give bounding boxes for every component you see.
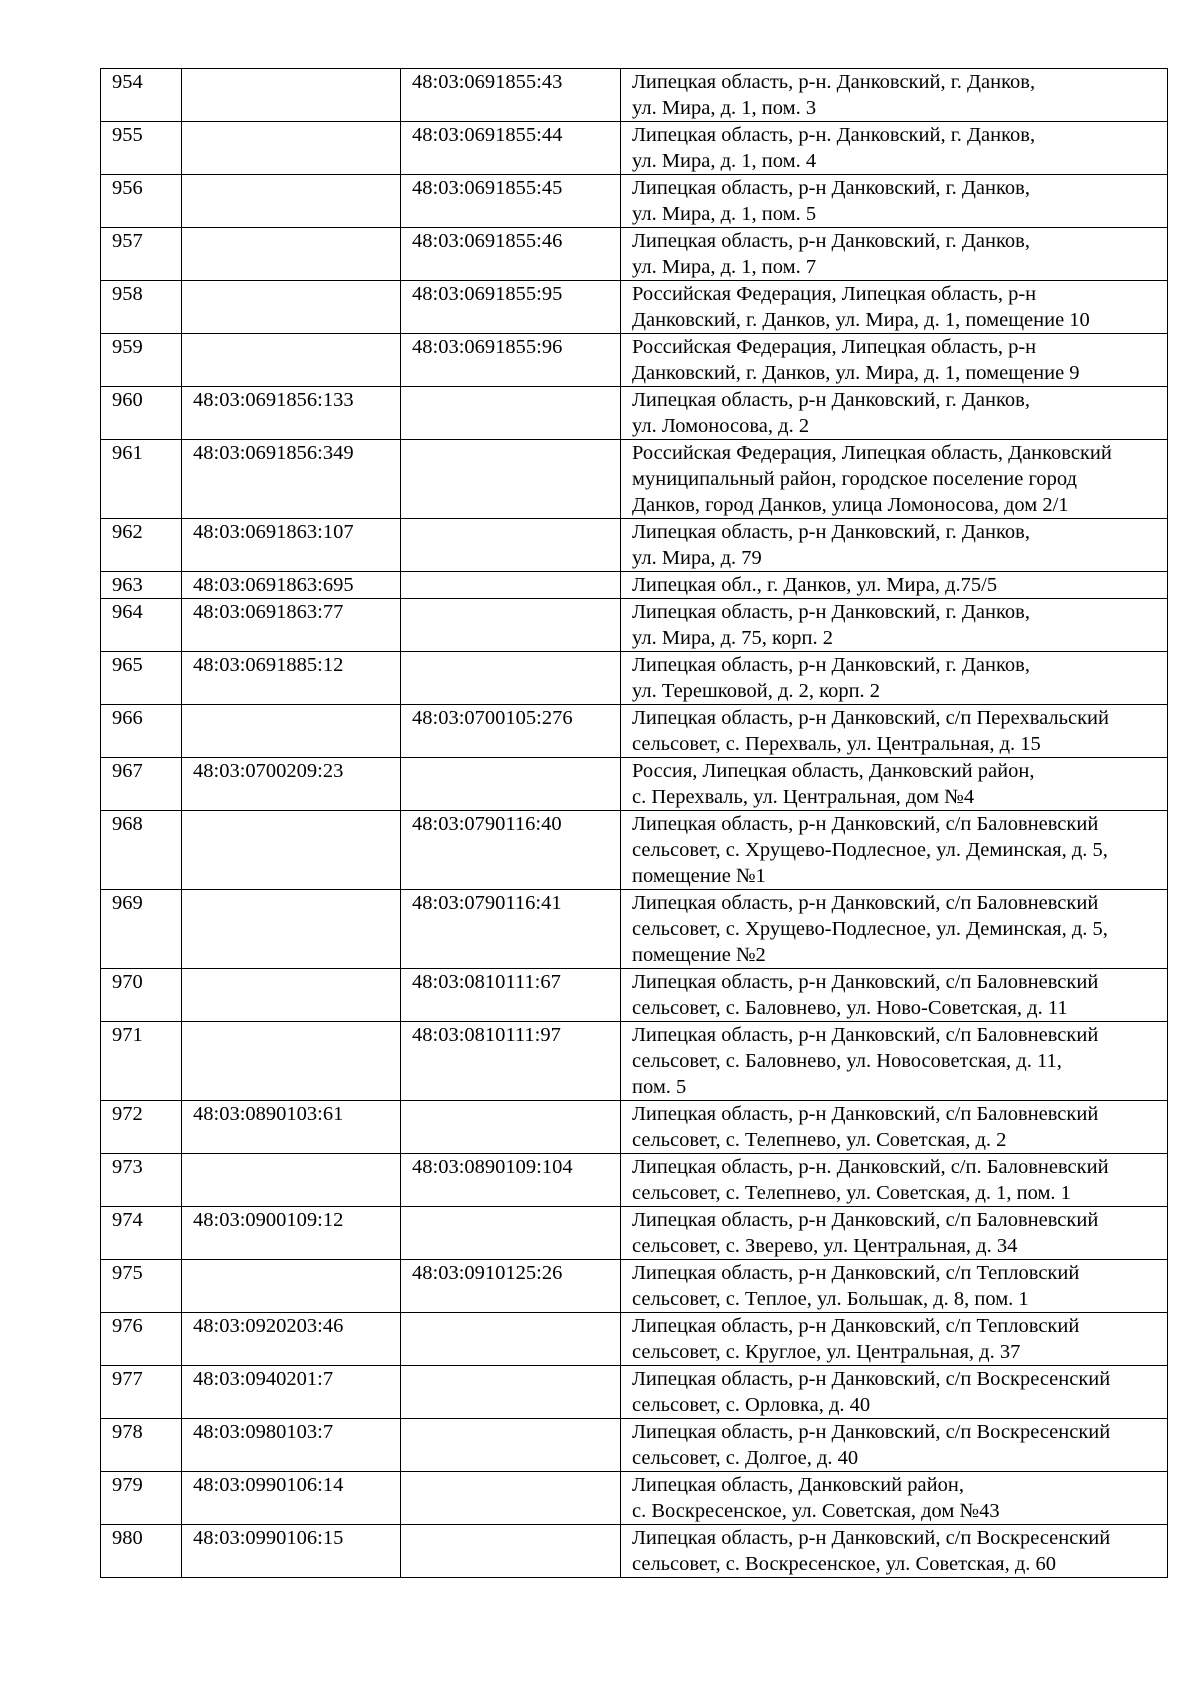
row-number-cell: 963 — [101, 572, 182, 599]
address-cell: Липецкая область, р-н. Данковский, г. Данков, ул. Мира, д. 1, пом. 3 — [621, 69, 1168, 122]
address-cell: Липецкая область, р-н Данковский, г. Данков, ул. Мира, д. 1, пом. 7 — [621, 228, 1168, 281]
building-cadastral-number-cell: 48:03:0691855:44 — [401, 122, 621, 175]
table-row — [101, 1472, 1168, 1525]
address-cell: Липецкая область, р-н Данковский, с/п Воскресенский сельсовет, с. Воскресенское, ул. Советская, д. 60 — [621, 1525, 1168, 1578]
row-number-cell: 974 — [101, 1207, 182, 1260]
table-row — [101, 652, 1168, 705]
table-row — [101, 69, 1168, 122]
building-cadastral-number-cell — [401, 572, 621, 599]
land-cadastral-number-cell — [182, 1022, 401, 1101]
building-cadastral-number-cell: 48:03:0691855:45 — [401, 175, 621, 228]
row-number-cell: 962 — [101, 519, 182, 572]
land-cadastral-number-cell — [182, 175, 401, 228]
land-cadastral-number-cell — [182, 281, 401, 334]
land-cadastral-number-cell: 48:03:0900109:12 — [182, 1207, 401, 1260]
building-cadastral-number-cell — [401, 387, 621, 440]
table-row — [101, 334, 1168, 387]
building-cadastral-number-cell: 48:03:0691855:95 — [401, 281, 621, 334]
table-row — [101, 387, 1168, 440]
row-number-cell: 970 — [101, 969, 182, 1022]
row-number-cell: 973 — [101, 1154, 182, 1207]
address-cell: Липецкая область, р-н Данковский, г. Данков, ул. Ломоносова, д. 2 — [621, 387, 1168, 440]
land-cadastral-number-cell: 48:03:0890103:61 — [182, 1101, 401, 1154]
land-cadastral-number-cell — [182, 228, 401, 281]
table-row — [101, 228, 1168, 281]
address-cell: Липецкая обл., г. Данков, ул. Мира, д.75/5 — [621, 572, 1168, 599]
row-number-cell: 957 — [101, 228, 182, 281]
address-cell: Липецкая область, р-н. Данковский, с/п. Баловневский сельсовет, с. Телепнево, ул. Советская, д. 1, пом. 1 — [621, 1154, 1168, 1207]
address-cell: Липецкая область, р-н. Данковский, г. Данков, ул. Мира, д. 1, пом. 4 — [621, 122, 1168, 175]
land-cadastral-number-cell: 48:03:0920203:46 — [182, 1313, 401, 1366]
address-cell: Липецкая область, р-н Данковский, с/п Баловневский сельсовет, с. Хрущево-Подлесное, ул. Деминская, д. 5, помещение №2 — [621, 890, 1168, 969]
building-cadastral-number-cell — [401, 1525, 621, 1578]
address-cell: Липецкая область, р-н Данковский, с/п Тепловский сельсовет, с. Теплое, ул. Большак, д. 8, пом. 1 — [621, 1260, 1168, 1313]
land-cadastral-number-cell: 48:03:0691856:133 — [182, 387, 401, 440]
table-row — [101, 1207, 1168, 1260]
table-row — [101, 519, 1168, 572]
land-cadastral-number-cell: 48:03:0990106:15 — [182, 1525, 401, 1578]
row-number-cell: 959 — [101, 334, 182, 387]
address-cell: Липецкая область, р-н Данковский, с/п Баловневский сельсовет, с. Хрущево-Подлесное, ул. Деминская, д. 5, помещение №1 — [621, 811, 1168, 890]
table-row — [101, 811, 1168, 890]
row-number-cell: 967 — [101, 758, 182, 811]
registry-table-body — [101, 69, 1168, 1578]
land-cadastral-number-cell — [182, 334, 401, 387]
row-number-cell: 975 — [101, 1260, 182, 1313]
table-row — [101, 122, 1168, 175]
building-cadastral-number-cell — [401, 1101, 621, 1154]
row-number-cell: 956 — [101, 175, 182, 228]
address-cell: Российская Федерация, Липецкая область, Данковский муниципальный район, городское поселение город Данков, город Данков, улица Ломоносова, дом 2/1 — [621, 440, 1168, 519]
table-row — [101, 1366, 1168, 1419]
land-cadastral-number-cell: 48:03:0691863:77 — [182, 599, 401, 652]
building-cadastral-number-cell — [401, 652, 621, 705]
building-cadastral-number-cell — [401, 440, 621, 519]
address-cell: Липецкая область, р-н Данковский, г. Данков, ул. Терешковой, д. 2, корп. 2 — [621, 652, 1168, 705]
address-cell: Липецкая область, р-н Данковский, с/п Баловневский сельсовет, с. Баловнево, ул. Новосоветская, д. 11, пом. 5 — [621, 1022, 1168, 1101]
row-number-cell: 979 — [101, 1472, 182, 1525]
address-cell: Липецкая область, р-н Данковский, г. Данков, ул. Мира, д. 1, пом. 5 — [621, 175, 1168, 228]
row-number-cell: 969 — [101, 890, 182, 969]
land-cadastral-number-cell — [182, 969, 401, 1022]
address-cell: Липецкая область, р-н Данковский, с/п Тепловский сельсовет, с. Круглое, ул. Центральная, д. 37 — [621, 1313, 1168, 1366]
address-cell: Липецкая область, р-н Данковский, с/п Баловневский сельсовет, с. Телепнево, ул. Советская, д. 2 — [621, 1101, 1168, 1154]
address-cell: Российская Федерация, Липецкая область, р-н Данковский, г. Данков, ул. Мира, д. 1, помещение 9 — [621, 334, 1168, 387]
building-cadastral-number-cell: 48:03:0691855:96 — [401, 334, 621, 387]
building-cadastral-number-cell — [401, 1419, 621, 1472]
row-number-cell: 961 — [101, 440, 182, 519]
land-cadastral-number-cell — [182, 1260, 401, 1313]
table-row — [101, 440, 1168, 519]
building-cadastral-number-cell: 48:03:0810111:97 — [401, 1022, 621, 1101]
building-cadastral-number-cell: 48:03:0700105:276 — [401, 705, 621, 758]
row-number-cell: 965 — [101, 652, 182, 705]
table-row — [101, 572, 1168, 599]
land-cadastral-number-cell: 48:03:0990106:14 — [182, 1472, 401, 1525]
address-cell: Липецкая область, р-н Данковский, с/п Воскресенский сельсовет, с. Орловка, д. 40 — [621, 1366, 1168, 1419]
land-cadastral-number-cell: 48:03:0691885:12 — [182, 652, 401, 705]
address-cell: Липецкая область, р-н Данковский, г. Данков, ул. Мира, д. 79 — [621, 519, 1168, 572]
address-cell: Липецкая область, р-н Данковский, с/п Баловневский сельсовет, с. Зверево, ул. Центральная, д. 34 — [621, 1207, 1168, 1260]
address-cell: Липецкая область, р-н Данковский, с/п Воскресенский сельсовет, с. Долгое, д. 40 — [621, 1419, 1168, 1472]
row-number-cell: 966 — [101, 705, 182, 758]
table-row — [101, 969, 1168, 1022]
land-cadastral-number-cell — [182, 890, 401, 969]
table-row — [101, 1525, 1168, 1578]
land-cadastral-number-cell — [182, 811, 401, 890]
building-cadastral-number-cell — [401, 1313, 621, 1366]
table-row — [101, 890, 1168, 969]
building-cadastral-number-cell — [401, 758, 621, 811]
row-number-cell: 955 — [101, 122, 182, 175]
row-number-cell: 971 — [101, 1022, 182, 1101]
building-cadastral-number-cell: 48:03:0910125:26 — [401, 1260, 621, 1313]
building-cadastral-number-cell — [401, 1472, 621, 1525]
table-row — [101, 1313, 1168, 1366]
property-registry-table — [100, 68, 1168, 1578]
row-number-cell: 976 — [101, 1313, 182, 1366]
land-cadastral-number-cell — [182, 705, 401, 758]
building-cadastral-number-cell: 48:03:0691855:43 — [401, 69, 621, 122]
table-row — [101, 175, 1168, 228]
land-cadastral-number-cell: 48:03:0691863:695 — [182, 572, 401, 599]
building-cadastral-number-cell — [401, 1207, 621, 1260]
table-row — [101, 705, 1168, 758]
building-cadastral-number-cell: 48:03:0790116:41 — [401, 890, 621, 969]
row-number-cell: 964 — [101, 599, 182, 652]
land-cadastral-number-cell: 48:03:0940201:7 — [182, 1366, 401, 1419]
row-number-cell: 978 — [101, 1419, 182, 1472]
table-row — [101, 1154, 1168, 1207]
address-cell: Липецкая область, Данковский район, с. Воскресенское, ул. Советская, дом №43 — [621, 1472, 1168, 1525]
land-cadastral-number-cell — [182, 122, 401, 175]
table-row — [101, 281, 1168, 334]
address-cell: Липецкая область, р-н Данковский, г. Данков, ул. Мира, д. 75, корп. 2 — [621, 599, 1168, 652]
row-number-cell: 958 — [101, 281, 182, 334]
building-cadastral-number-cell — [401, 519, 621, 572]
row-number-cell: 977 — [101, 1366, 182, 1419]
row-number-cell: 968 — [101, 811, 182, 890]
row-number-cell: 972 — [101, 1101, 182, 1154]
land-cadastral-number-cell: 48:03:0691856:349 — [182, 440, 401, 519]
address-cell: Российская Федерация, Липецкая область, р-н Данковский, г. Данков, ул. Мира, д. 1, помещение 10 — [621, 281, 1168, 334]
table-row — [101, 1101, 1168, 1154]
table-row — [101, 758, 1168, 811]
table-row — [101, 599, 1168, 652]
row-number-cell: 960 — [101, 387, 182, 440]
land-cadastral-number-cell — [182, 1154, 401, 1207]
table-row — [101, 1260, 1168, 1313]
row-number-cell: 954 — [101, 69, 182, 122]
building-cadastral-number-cell: 48:03:0790116:40 — [401, 811, 621, 890]
address-cell: Липецкая область, р-н Данковский, с/п Баловневский сельсовет, с. Баловнево, ул. Ново-Советская, д. 11 — [621, 969, 1168, 1022]
building-cadastral-number-cell — [401, 1366, 621, 1419]
address-cell: Россия, Липецкая область, Данковский район, с. Перехваль, ул. Центральная, дом №4 — [621, 758, 1168, 811]
building-cadastral-number-cell: 48:03:0890109:104 — [401, 1154, 621, 1207]
table-row — [101, 1419, 1168, 1472]
building-cadastral-number-cell: 48:03:0691855:46 — [401, 228, 621, 281]
land-cadastral-number-cell: 48:03:0691863:107 — [182, 519, 401, 572]
building-cadastral-number-cell — [401, 599, 621, 652]
land-cadastral-number-cell: 48:03:0700209:23 — [182, 758, 401, 811]
address-cell: Липецкая область, р-н Данковский, с/п Перехвальский сельсовет, с. Перехваль, ул. Центральная, д. 15 — [621, 705, 1168, 758]
table-row — [101, 1022, 1168, 1101]
building-cadastral-number-cell: 48:03:0810111:67 — [401, 969, 621, 1022]
row-number-cell: 980 — [101, 1525, 182, 1578]
land-cadastral-number-cell: 48:03:0980103:7 — [182, 1419, 401, 1472]
land-cadastral-number-cell — [182, 69, 401, 122]
